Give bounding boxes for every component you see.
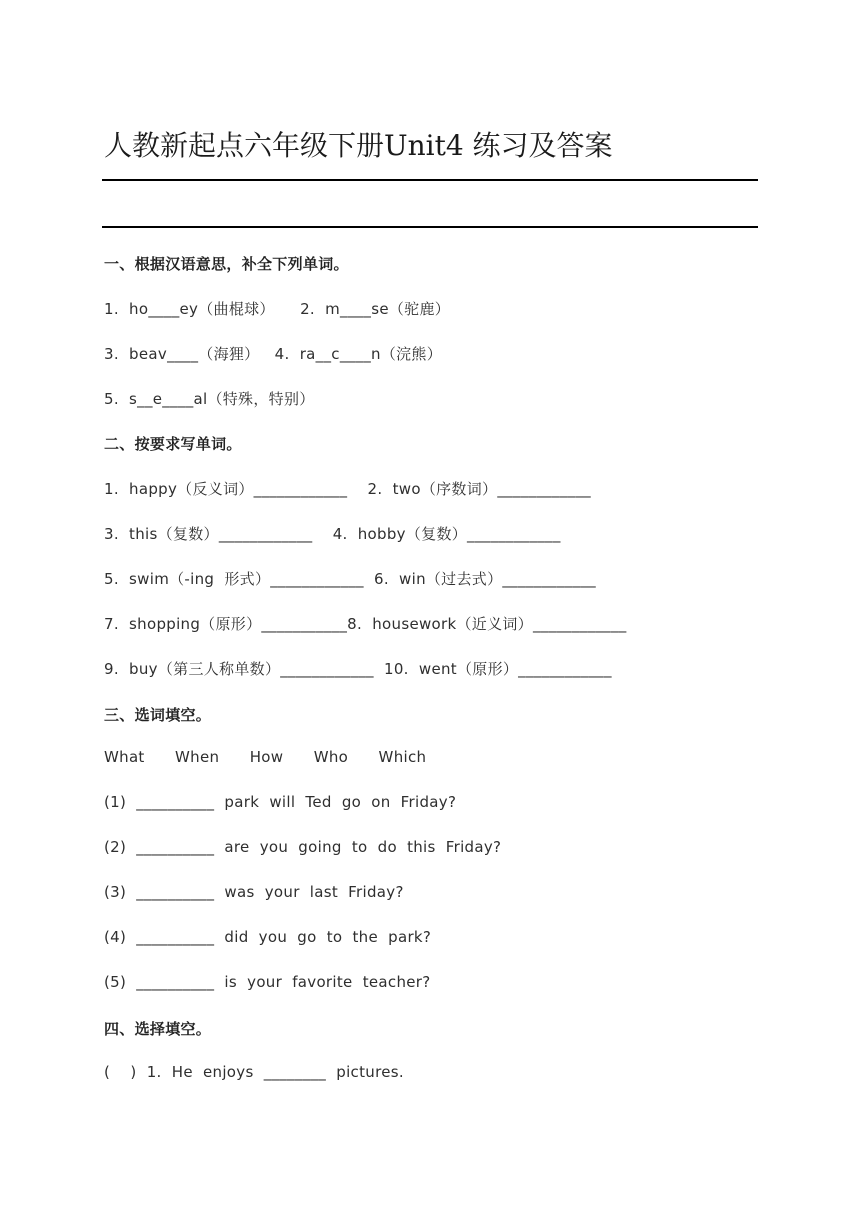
section2-heading: 二、按要求写单词。: [104, 435, 242, 453]
section1-item: 1. ho____ey（曲棍球） 2. m____se（驼鹿）: [104, 300, 451, 318]
section4-item: ( ) 1. He enjoys ________ pictures.: [104, 1063, 404, 1081]
section3-item: (1) __________ park will Ted go on Friday?: [104, 793, 457, 811]
section2-item: 9. buy（第三人称单数）____________ 10. went（原形）____________: [104, 660, 612, 678]
word-bank: What When How Who Which: [104, 748, 427, 766]
section1-item: 3. beav____（海狸） 4. ra__c____n（浣熊）: [104, 345, 443, 363]
section3-item: (5) __________ is your favorite teacher?: [104, 973, 431, 991]
section3-item: (3) __________ was your last Friday?: [104, 883, 404, 901]
section1-heading: 一、根据汉语意思，补全下列单词。: [104, 255, 349, 273]
section3-item: (2) __________ are you going to do this Friday?: [104, 838, 502, 856]
section4-heading: 四、选择填空。: [104, 1020, 212, 1038]
section3-heading: 三、选词填空。: [104, 706, 212, 724]
section1-item: 5. s__e____al（特殊，特别）: [104, 390, 315, 408]
section2-item: 7. shopping（原形）___________8. housework（近义词）____________: [104, 615, 627, 633]
document-title: 人教新起点六年级下册Unit4 练习及答案: [104, 129, 613, 162]
title-rule-bottom: [102, 226, 758, 228]
section2-item: 5. swim（-ing 形式）____________ 6. win（过去式）____________: [104, 570, 596, 588]
section2-item: 3. this（复数）____________ 4. hobby（复数）____________: [104, 525, 561, 543]
section3-item: (4) __________ did you go to the park?: [104, 928, 432, 946]
title-rule-top: [102, 179, 758, 181]
section2-item: 1. happy（反义词）____________ 2. two（序数词）____________: [104, 480, 591, 498]
